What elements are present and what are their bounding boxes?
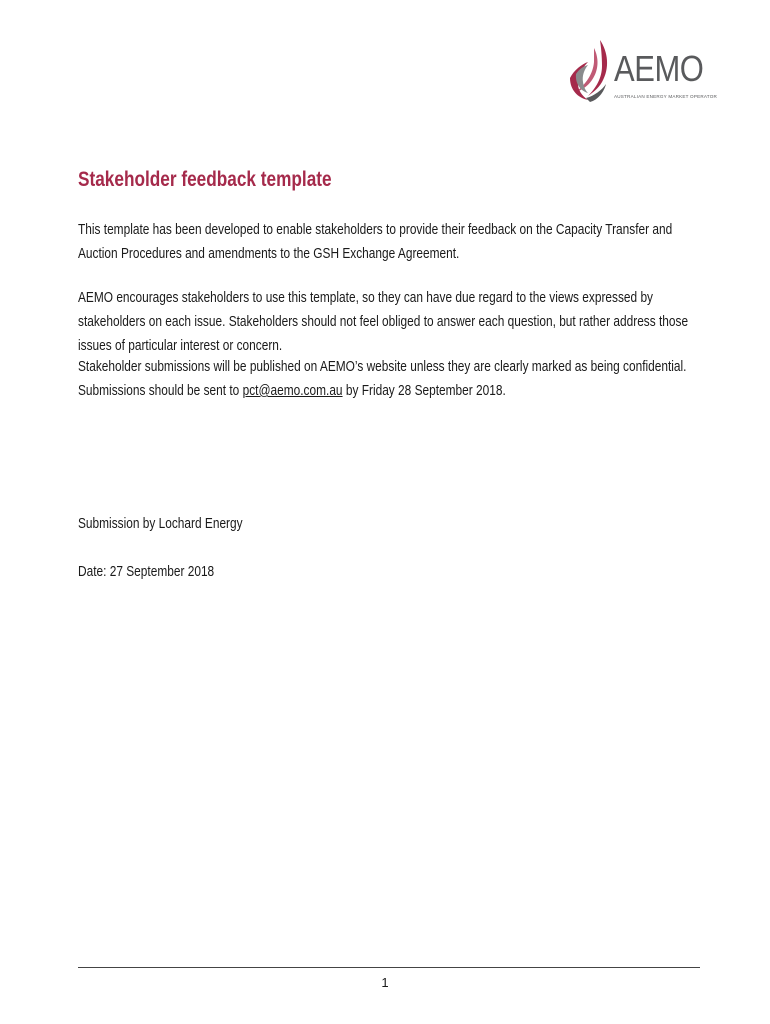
encouragement-paragraph: AEMO encourages stakeholders to use this template, so they can have due regard to the views expressed by stakeholders on each issue. Stakeholders should not feel obliged to answer each question, but rather address those issues of particular interest or concern.: [78, 290, 689, 354]
page-number: 1: [381, 975, 389, 990]
submission-deadline-text: by Friday 28 September 2018.: [342, 383, 506, 399]
email-link[interactable]: pct@aemo.com.au: [242, 383, 343, 399]
footer-divider: [78, 967, 700, 968]
submission-instructions-text: Stakeholder submissions will be published on AEMO’s website unless they are clearly marked as being confidential. Submissions should be sent to: [78, 359, 687, 399]
logo-subtitle: AUSTRALIAN ENERGY MARKET OPERATOR: [614, 94, 718, 99]
logo-wordmark: AEMO: [614, 48, 704, 89]
submission-date: Date: 27 September 2018: [78, 564, 215, 580]
aemo-logo: [566, 38, 718, 106]
document-title: Stakeholder feedback template: [78, 168, 332, 191]
aemo-emblem-icon: [566, 38, 616, 106]
submission-instructions-paragraph: [78, 355, 701, 403]
intro-paragraph: This template has been developed to enable stakeholders to provide their feedback on the Capacity Transfer and Auction Procedures and amendments to the GSH Exchange Agreement.: [78, 222, 673, 262]
submission-by: Submission by Lochard Energy: [78, 516, 243, 532]
